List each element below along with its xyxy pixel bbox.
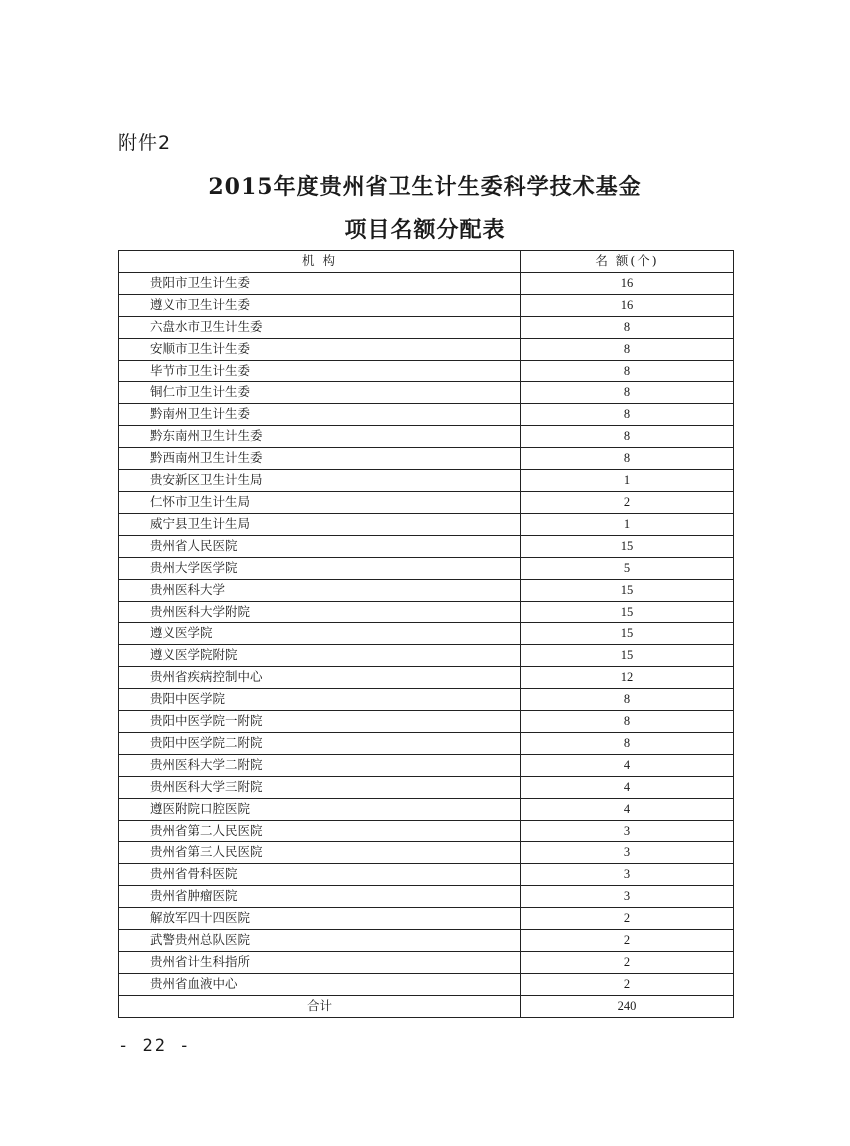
table-row (119, 601, 734, 623)
table-row (119, 360, 734, 382)
table-row (119, 645, 734, 667)
quota-cell: 15 (521, 535, 734, 557)
table-row (119, 579, 734, 601)
quota-cell: 2 (521, 491, 734, 513)
table-row (119, 338, 734, 360)
institution-cell: 黔南州卫生计生委 (119, 404, 521, 426)
quota-cell: 3 (521, 864, 734, 886)
page-number: - 22 - (118, 1036, 192, 1056)
institution-cell: 贵阳中医学院二附院 (119, 732, 521, 754)
quota-cell: 3 (521, 886, 734, 908)
quota-cell: 15 (521, 645, 734, 667)
institution-cell: 铜仁市卫生计生委 (119, 382, 521, 404)
table-row (119, 667, 734, 689)
institution-cell: 贵阳中医学院 (119, 689, 521, 711)
institution-cell: 遵义医学院附院 (119, 645, 521, 667)
quota-cell: 8 (521, 448, 734, 470)
quota-cell: 8 (521, 404, 734, 426)
quota-cell: 8 (521, 711, 734, 733)
table-row (119, 864, 734, 886)
table-row (119, 711, 734, 733)
table-row (119, 426, 734, 448)
institution-cell: 贵州省第二人民医院 (119, 820, 521, 842)
institution-cell: 贵州大学医学院 (119, 557, 521, 579)
quota-cell: 16 (521, 272, 734, 294)
quota-cell: 2 (521, 930, 734, 952)
table-row (119, 470, 734, 492)
table-row (119, 689, 734, 711)
table-row (119, 842, 734, 864)
table-row (119, 952, 734, 974)
table-row (119, 316, 734, 338)
table-row (119, 382, 734, 404)
quota-cell: 4 (521, 754, 734, 776)
institution-cell: 贵州医科大学三附院 (119, 776, 521, 798)
institution-cell: 六盘水市卫生计生委 (119, 316, 521, 338)
quota-cell: 16 (521, 294, 734, 316)
institution-cell: 贵州省人民医院 (119, 535, 521, 557)
quota-cell: 8 (521, 338, 734, 360)
table-row (119, 513, 734, 535)
quota-cell: 12 (521, 667, 734, 689)
institution-cell: 贵州省计生科指所 (119, 952, 521, 974)
document-subtitle: 项目名额分配表 (344, 217, 506, 243)
institution-cell: 贵州省血液中心 (119, 973, 521, 995)
quota-cell: 15 (521, 579, 734, 601)
institution-cell: 威宁县卫生计生局 (119, 513, 521, 535)
institution-cell: 贵州省肿瘤医院 (119, 886, 521, 908)
attachment-label: 附件2 (118, 132, 172, 154)
institution-cell: 贵州医科大学 (119, 579, 521, 601)
table-row (119, 535, 734, 557)
institution-cell: 贵州省骨科医院 (119, 864, 521, 886)
table-row (119, 294, 734, 316)
institution-cell: 仁怀市卫生计生局 (119, 491, 521, 513)
quota-cell: 2 (521, 952, 734, 974)
table-row (119, 930, 734, 952)
quota-cell: 15 (521, 601, 734, 623)
table-row (119, 820, 734, 842)
table-row (119, 776, 734, 798)
table-row (119, 404, 734, 426)
quota-cell: 8 (521, 360, 734, 382)
institution-cell: 贵州省疾病控制中心 (119, 667, 521, 689)
quota-cell: 8 (521, 316, 734, 338)
quota-cell: 5 (521, 557, 734, 579)
table-row (119, 623, 734, 645)
quota-cell: 8 (521, 426, 734, 448)
total-value: 240 (521, 995, 734, 1017)
quota-cell: 4 (521, 776, 734, 798)
institution-cell: 遵医附院口腔医院 (119, 798, 521, 820)
institution-cell: 贵州省第三人民医院 (119, 842, 521, 864)
quota-cell: 3 (521, 842, 734, 864)
institution-cell: 遵义医学院 (119, 623, 521, 645)
institution-cell: 贵安新区卫生计生局 (119, 470, 521, 492)
quota-cell: 8 (521, 732, 734, 754)
table-row (119, 732, 734, 754)
table-total-row (119, 995, 734, 1017)
table-row (119, 557, 734, 579)
table-row (119, 886, 734, 908)
column-header-institution: 机 构 (119, 251, 521, 273)
table-row (119, 448, 734, 470)
table-row (119, 973, 734, 995)
institution-cell: 解放军四十四医院 (119, 908, 521, 930)
institution-cell: 黔西南州卫生计生委 (119, 448, 521, 470)
quota-cell: 2 (521, 908, 734, 930)
table-row (119, 491, 734, 513)
table-row (119, 908, 734, 930)
quota-cell: 2 (521, 973, 734, 995)
institution-cell: 遵义市卫生计生委 (119, 294, 521, 316)
institution-cell: 武警贵州总队医院 (119, 930, 521, 952)
quota-cell: 8 (521, 382, 734, 404)
quota-cell: 4 (521, 798, 734, 820)
quota-cell: 1 (521, 513, 734, 535)
column-header-quota: 名 额(个) (521, 251, 734, 273)
quota-cell: 8 (521, 689, 734, 711)
table-header-row (119, 251, 734, 273)
document-title: 2015年度贵州省卫生计生委科学技术基金 (208, 174, 642, 200)
quota-cell: 3 (521, 820, 734, 842)
quota-cell: 1 (521, 470, 734, 492)
total-label: 合计 (119, 995, 521, 1017)
institution-cell: 安顺市卫生计生委 (119, 338, 521, 360)
institution-cell: 贵阳中医学院一附院 (119, 711, 521, 733)
quota-allocation-table (118, 250, 734, 1018)
table-row (119, 754, 734, 776)
institution-cell: 黔东南州卫生计生委 (119, 426, 521, 448)
institution-cell: 贵阳市卫生计生委 (119, 272, 521, 294)
institution-cell: 毕节市卫生计生委 (119, 360, 521, 382)
quota-cell: 15 (521, 623, 734, 645)
institution-cell: 贵州医科大学附院 (119, 601, 521, 623)
institution-cell: 贵州医科大学二附院 (119, 754, 521, 776)
table-row (119, 798, 734, 820)
table-row (119, 272, 734, 294)
